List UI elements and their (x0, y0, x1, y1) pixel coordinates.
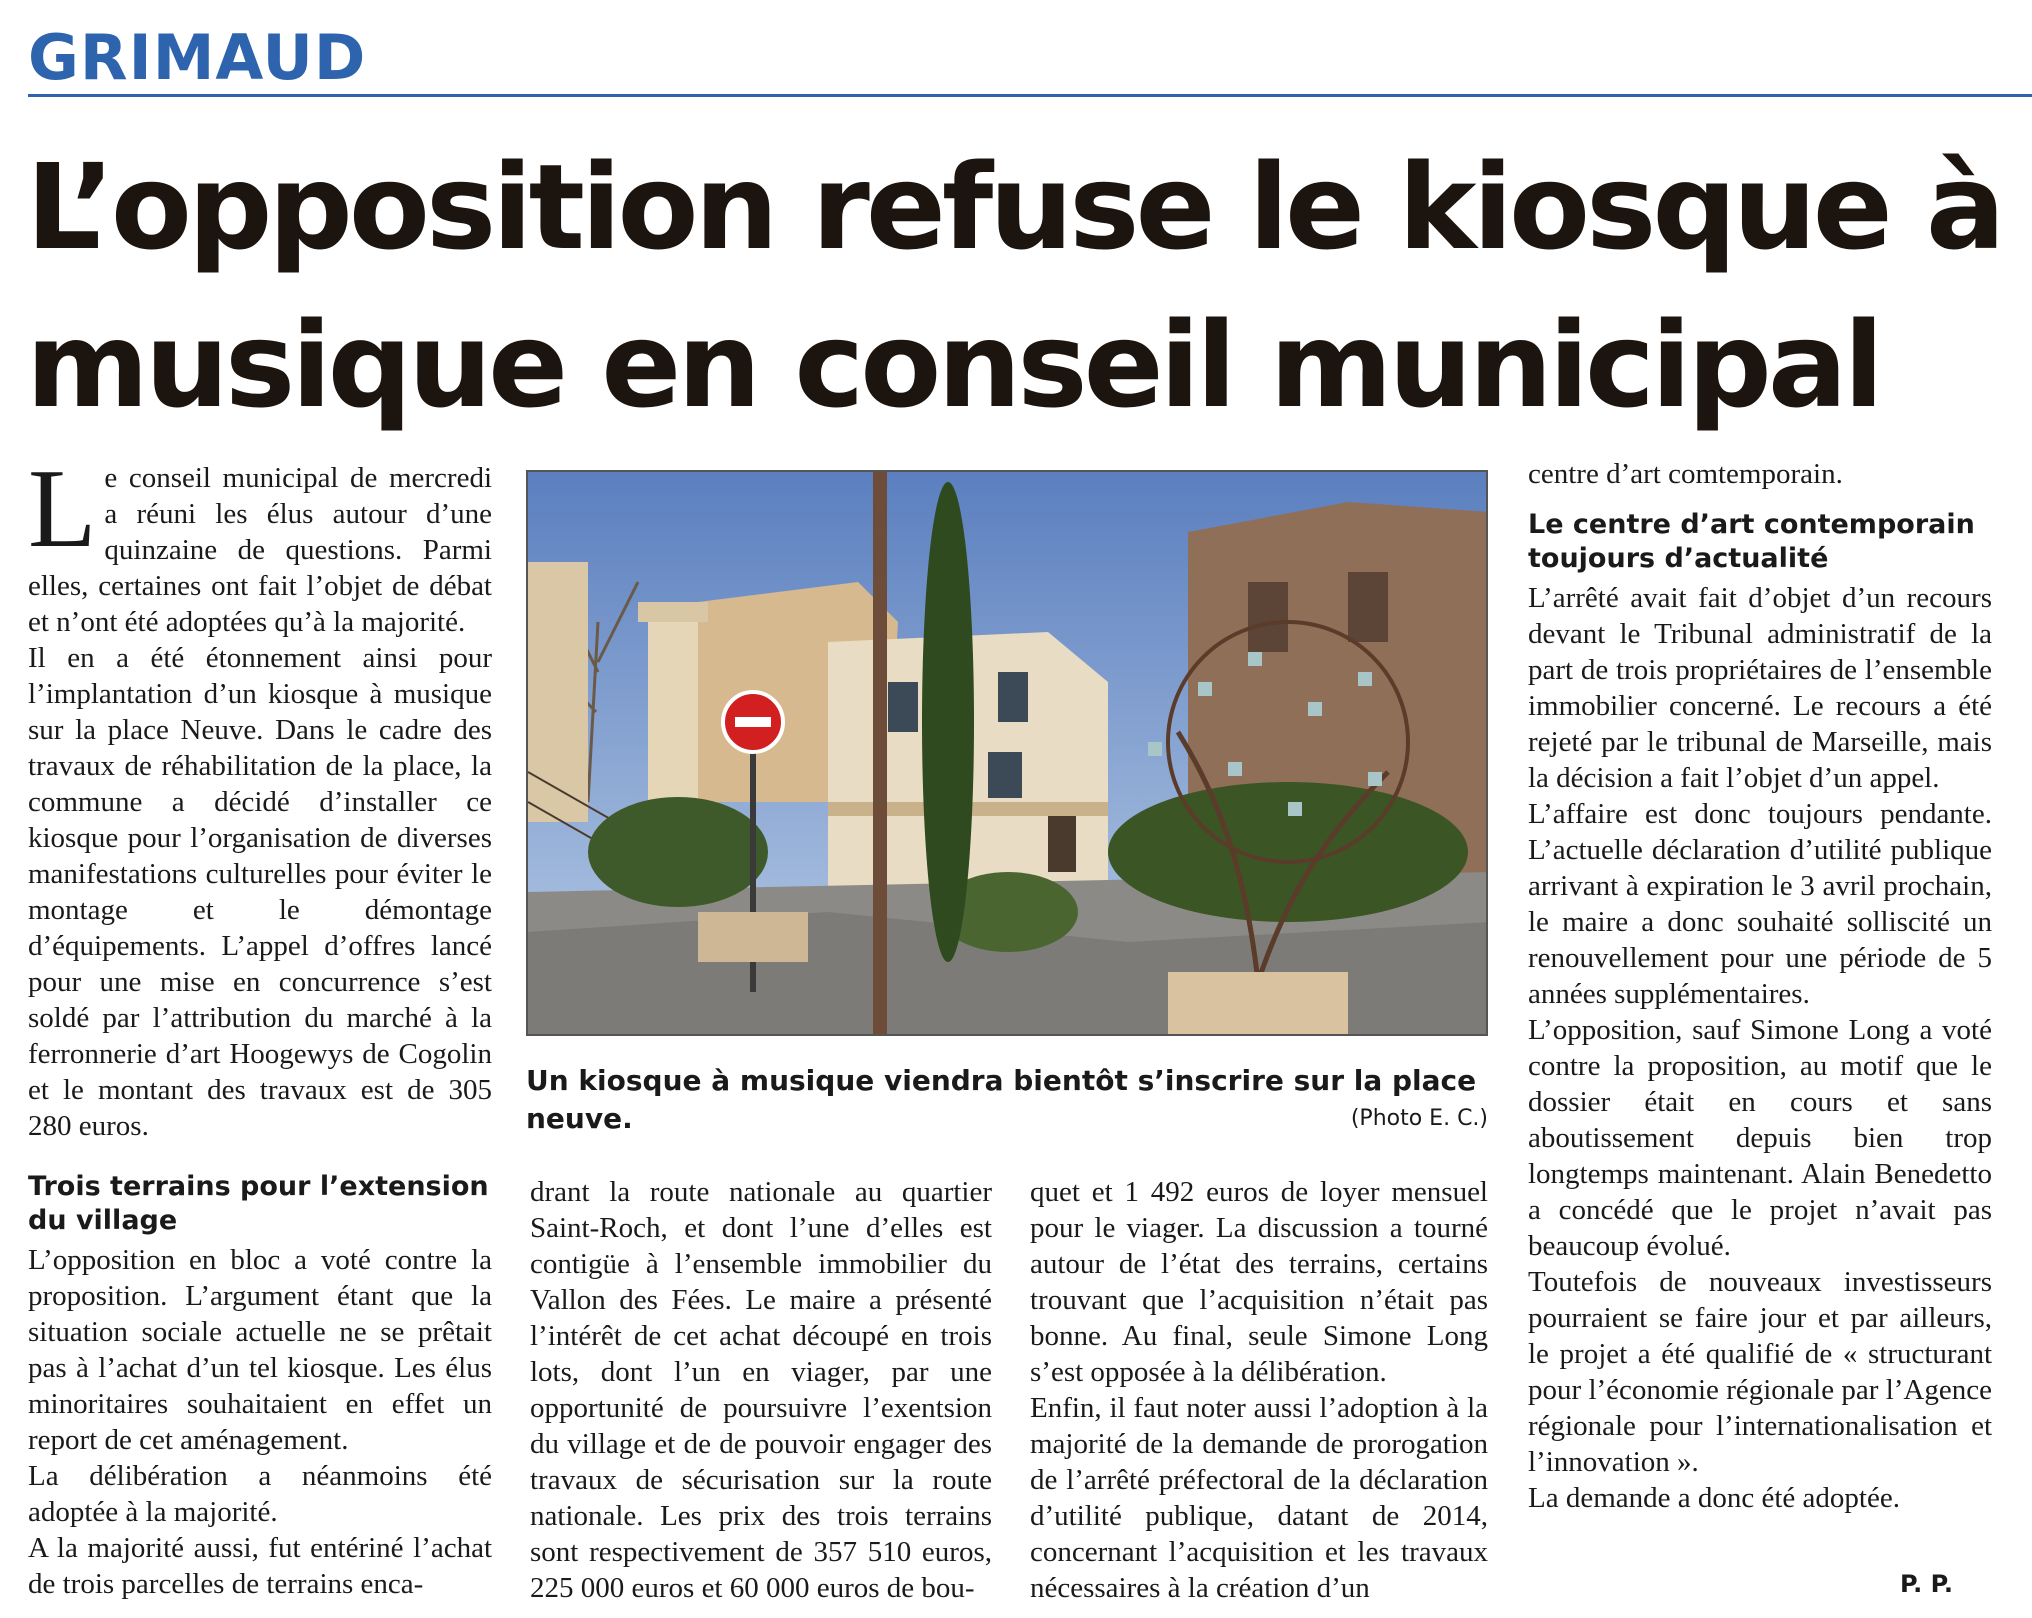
paragraph: Enfin, il faut noter aussi l’adoption à la majorité de la demande de prorogation de l’arrêté préfectoral de la déclaration d’utilité publique, datant de 2014, concernant l’acquisition et les travaux nécessaires à la création d’un (1030, 1392, 1488, 1604)
article-column-4 (1528, 456, 1992, 1516)
lead-paragraph: Le conseil municipal de mercredi a réuni les élus autour d’une quinzaine de questions. Parmi elles, certaines ont fait l’objet de débat et n’ont été adoptées qu’à la majorité. (28, 447, 492, 638)
section-title: GRIMAUD (28, 21, 367, 94)
article-headline: L’opposition refuse le kiosque à musique en conseil municipal (26, 138, 2002, 434)
paragraph: L’opposition en bloc a voté contre la proposition. L’argument étant que la situation sociale actuelle ne se prêtait pas à l’achat d’un tel kiosque. Les élus minoritaires souhaitaient en effet un report de cet aménagement. (28, 1244, 492, 1456)
paragraph: La délibération a néanmoins été adoptée à la majorité. (28, 1460, 492, 1528)
article-column-2 (530, 1174, 992, 1606)
article-column-3 (1030, 1174, 1488, 1606)
paragraph: A la majorité aussi, fut entériné l’achat de trois parcelles de terrains enca- (28, 1532, 492, 1600)
article-column-1 (28, 447, 492, 1610)
paragraph: centre d’art comtemporain. (1528, 458, 1843, 490)
section-rule (28, 94, 2032, 97)
article-photo (526, 470, 1488, 1036)
paragraph: Il en a été étonnement ainsi pour l’implantation d’un kiosque à musique sur la place Neuve. Dans le cadre des travaux de réhabilitation de la place, la commune a décidé d’installer ce kiosque pour l’organisation de diverses manifestations culturelles pour éviter le montage et le démontage d’équipements. L’appel d’offres lancé pour une mise en concurrence s’est soldé par l’attribution du marché à la ferronnerie d’art Hoogewys de Cogolin et le montant des travaux est de 305 280 euros. (28, 642, 492, 1142)
paragraph: drant la route nationale au quartier Saint-Roch, et dont l’une d’elles est contigüe à l’ensemble immobilier du Vallon des Fées. Le maire a présenté l’intérêt de cet achat découpé en trois lots, dont l’un en viager, par une opportunité de poursuivre l’exentsion du village et de de pouvoir engager des travaux de sécurisation sur la route nationale. Les prix des trois terrains sont respectivement de 357 510 euros, 225 000 euros et 60 000 euros de bou- (530, 1176, 992, 1604)
paragraph: quet et 1 492 euros de loyer mensuel pour le viager. La discussion a tourné autour de l’état des terrains, certains trouvant que l’acquisition n’était pas bonne. Au final, seule Simone Long s’est opposée à la délibération. (1030, 1176, 1488, 1388)
photo-caption: Un kiosque à musique viendra bientôt s’inscrire sur la place neuve. (526, 1064, 1477, 1135)
subheading-centre-art: Le centre d’art contemporain toujours d’actualité (1528, 509, 1975, 574)
village-square-photo (528, 472, 1488, 1036)
paragraph: Toutefois de nouveaux investisseurs pourraient se faire jour et par ailleurs, le projet a été qualifié de « structurant pour l’économie régionale par l’Agence régionale pour l’internationalisation et l’innovation ». (1528, 1266, 1992, 1478)
paragraph: La demande a donc été adoptée. (1528, 1482, 1900, 1514)
paragraph: L’arrêté avait fait d’objet d’un recours devant le Tribunal administratif de la part de trois propriétaires de l’ensemble immobilier concerné. Le recours a été rejeté par le tribunal de Marseille, mais la décision a fait l’objet d’un appel. (1528, 582, 1992, 794)
photo-credit: (Photo E. C.) (1350, 1106, 1488, 1131)
subheading-terrains: Trois terrains pour l’extension du village (28, 1171, 489, 1236)
paragraph: L’opposition, sauf Simone Long a voté contre la proposition, au motif que le dossier était en cours et sans aboutissement depuis bien trop longtemps maintenant. Alain Benedetto a concédé que le projet n’avait pas beaucoup évolué. (1528, 1014, 1992, 1262)
paragraph: L’affaire est donc toujours pendante. L’actuelle déclaration d’utilité publique arrivant à expiration le 3 avril prochain, le maire a donc souhaité solliscité un renouvellement pour une période de 5 années supplémentaires. (1528, 798, 1992, 1010)
drop-cap: L (28, 447, 97, 571)
author-signature: P. P. (1900, 1570, 1953, 1598)
